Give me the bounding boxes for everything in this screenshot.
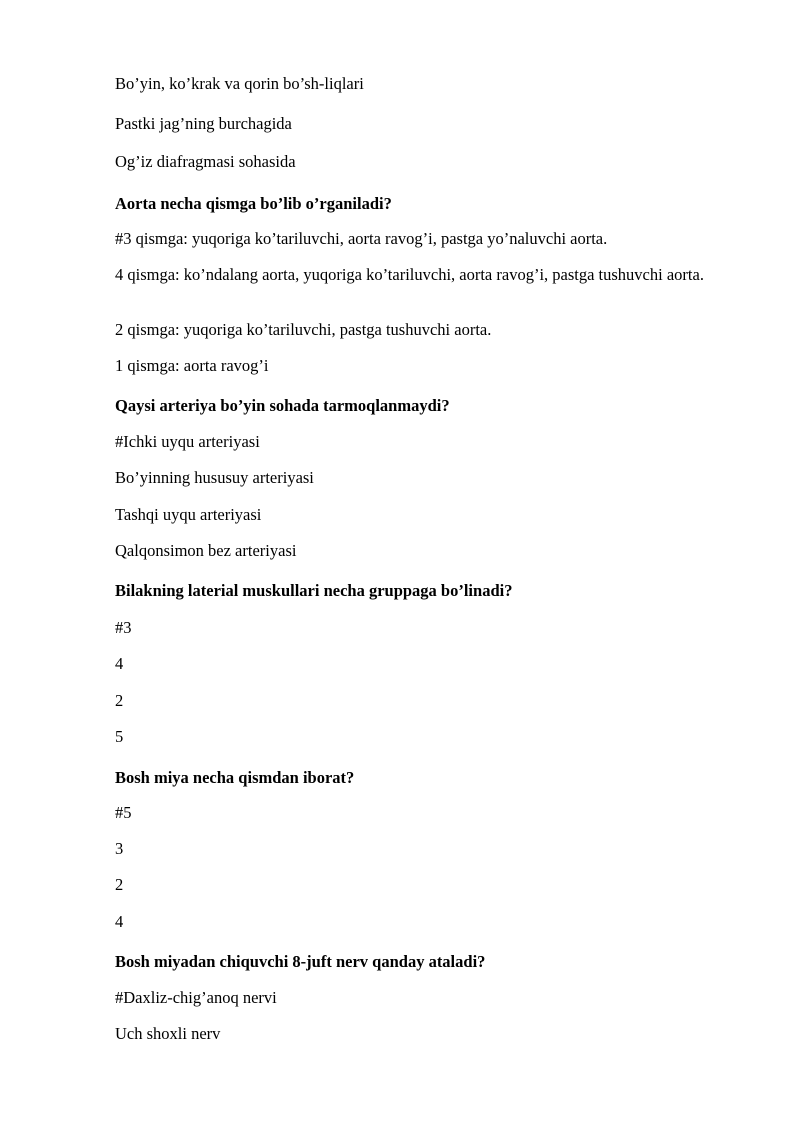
answer-option: 1 qismga: aorta ravog’i [115,356,269,375]
answer-option: #Daxliz-chig’anoq nervi [115,988,277,1007]
answer-option: 2 qismga: yuqoriga ko’tariluvchi, pastga tushuvchi aorta. [115,320,492,339]
answer-option: 4 qismga: ko’ndalang aorta, yuqoriga ko’tariluvchi, aorta ravog’i, pastga tushuvchi aorta. [115,265,704,284]
answer-option: 4 [115,654,124,673]
answer-option: 3 [115,839,124,858]
answer-option: 5 [115,727,124,746]
answer-option: Bo’yin, ko’krak va qorin bo’sh-liqlari [115,74,364,93]
question-text: Aorta necha qismga bo’lib o’rganiladi? [115,194,392,213]
answer-option: Tashqi uyqu arteriyasi [115,505,262,524]
answer-option: Qalqonsimon bez arteriyasi [115,541,297,560]
answer-option: Uch shoxli nerv [115,1024,221,1043]
question-text: Bilakning laterial muskullari necha gruppaga bo’linadi? [115,581,513,600]
answer-option: Pastki jag’ning burchagida [115,114,292,133]
answer-option: #3 qismga: yuqoriga ko’tariluvchi, aorta ravog’i, pastga yo’naluvchi aorta. [115,229,608,248]
answer-option: #3 [115,618,132,637]
answer-option: 2 [115,691,124,710]
question-text: Qaysi arteriya bo’yin sohada tarmoqlanmaydi? [115,396,450,415]
answer-option: 4 [115,912,124,931]
answer-option: 2 [115,875,124,894]
answer-option: Og’iz diafragmasi sohasida [115,152,296,171]
question-text: Bosh miya necha qismdan iborat? [115,768,355,787]
answer-option: #5 [115,803,132,822]
answer-option: Bo’yinning hususuy arteriyasi [115,468,314,487]
question-text: Bosh miyadan chiquvchi 8-juft nerv qanday ataladi? [115,952,486,971]
answer-option: #Ichki uyqu arteriyasi [115,432,260,451]
